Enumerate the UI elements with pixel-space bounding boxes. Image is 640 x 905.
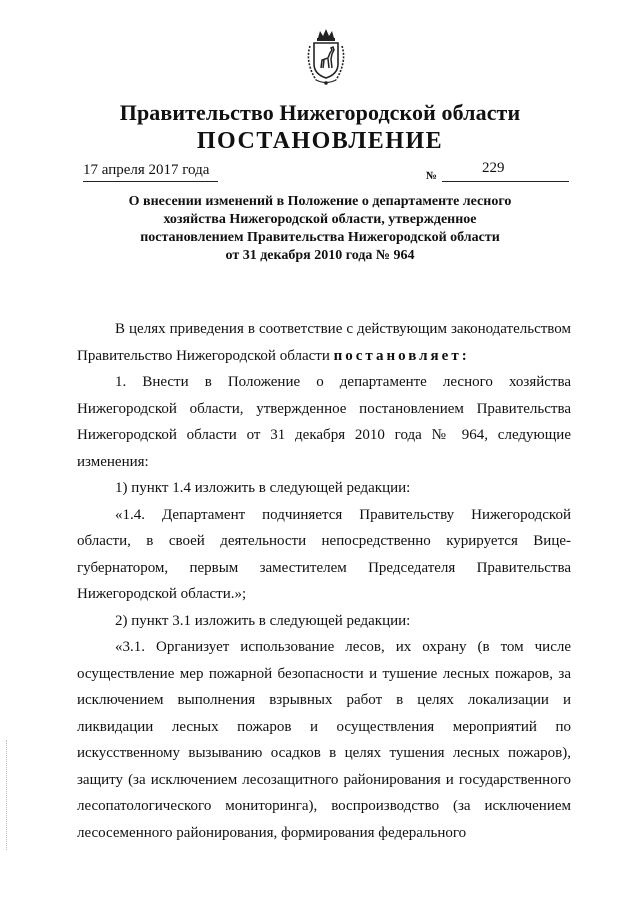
date-underline <box>83 181 218 182</box>
government-name: Правительство Нижегородской области <box>119 100 521 125</box>
preamble-action: постановляет: <box>333 347 470 364</box>
quote-1-paragraph: «1.4. Департамент подчиняется Правительству Нижегородской области, в своей деятельности непосредственно курируется Вице-губернатором, первым заместителем Председателя Правительства Нижегородской области.»; <box>77 506 571 602</box>
item-1-paragraph: 1. Внести в Положение о департаменте лесного хозяйства Нижегородской области, утвержденное постановлением Правительства Нижегородской области от 31 декабря 2010 года № 964, следующие изменения: <box>77 374 571 470</box>
quote-2-paragraph: «3.1. Организует использование лесов, их охрану (в том числе осуществление мер пожарной безопасности и тушение лесных пожаров, за исключением выполнения взрывных работ в целях локализации и ликвидации лесных пожаров и осуществления мероприятий по искусственному вызыванию осадков в целях тушения лесных пожаров), защиту (за исключением лесозащитного районирования и государственного лесопатологического мониторинга), воспроизводство (за исключением лесосеменного районирования, формирования федерального <box>77 639 571 841</box>
subject-line: хозяйства Нижегородской области, утвержденное <box>163 212 477 227</box>
number-underline <box>442 181 569 182</box>
subject-line: постановлением Правительства Нижегородской области <box>140 230 500 245</box>
subject-line: О внесении изменений в Положение о департаменте лесного <box>128 194 512 209</box>
scan-margin-artifact <box>6 740 9 850</box>
document-body <box>77 316 571 846</box>
document-number: 229 <box>482 160 505 176</box>
subject-line: от 31 декабря 2010 года № 964 <box>225 248 415 263</box>
coat-of-arms-icon <box>302 28 350 88</box>
document-date: 17 апреля 2017 года <box>83 162 210 178</box>
preamble-text: В целях приведения в соответствие с действующим законодательством Правительство Нижегородской области <box>77 321 571 364</box>
subitem-2-paragraph: 2) пункт 3.1 изложить в следующей редакции: <box>115 612 411 629</box>
number-sign: № <box>426 170 438 182</box>
document-type: ПОСТАНОВЛЕНИЕ <box>196 128 444 154</box>
document-subject <box>100 193 540 265</box>
subitem-1-paragraph: 1) пункт 1.4 изложить в следующей редакции: <box>115 480 411 496</box>
preamble-paragraph <box>77 316 571 369</box>
